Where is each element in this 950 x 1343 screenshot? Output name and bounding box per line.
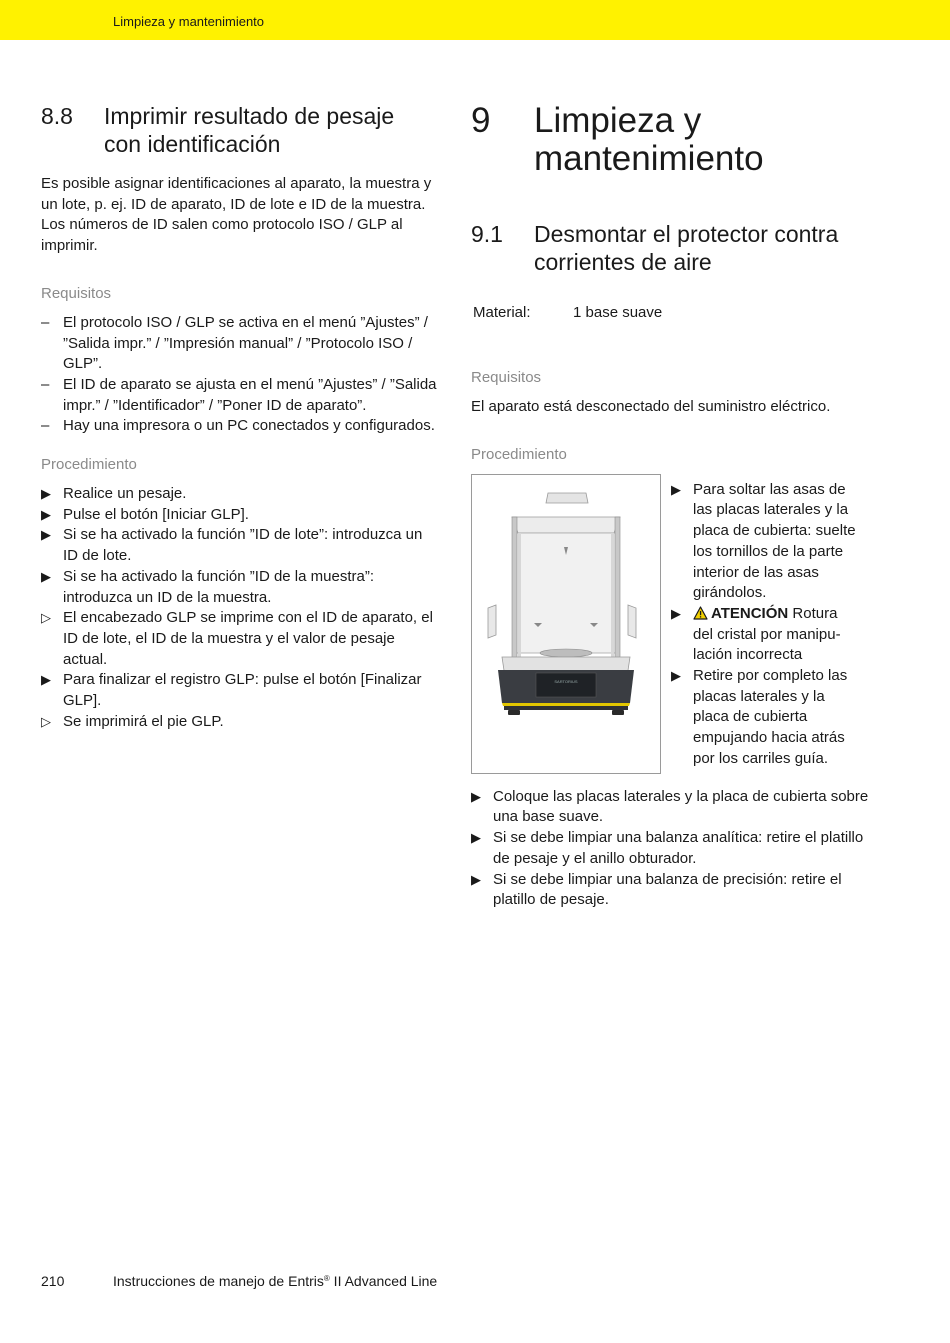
step-arrow-icon: ▶: [41, 506, 51, 522]
device-brand-label: SARTORIUS: [554, 678, 578, 684]
list-item: ▶ Si se ha activado la función ”ID de la muestra”: introduzca un ID de la muestra.: [41, 567, 441, 608]
step-arrow-icon: ▶: [671, 668, 681, 684]
dash-marker: –: [41, 375, 50, 393]
warning-text: Rotura del cristal por manipu-lación incorrecta: [693, 604, 841, 664]
procedure-list: [471, 787, 871, 911]
section-heading-9-1: [471, 220, 871, 276]
material-key: Material:: [473, 304, 531, 321]
running-header: [0, 0, 950, 40]
chapter-title: Limpieza y mantenimiento: [534, 101, 764, 178]
list-item: – El ID de aparato se ajusta en el menú ”Ajustes” / ”Salida impr.” / ”Identificador” / ”Poner ID de aparato”.: [41, 375, 441, 416]
step-arrow-icon: ▶: [41, 568, 51, 584]
material-value: 1 base suave: [573, 304, 663, 321]
step-arrow-icon: ▶: [41, 672, 51, 688]
list-item: ▶ Realice un pesaje.: [41, 484, 441, 505]
list-item: ▶ Pulse el botón [Iniciar GLP].: [41, 505, 441, 526]
page-number: 210: [41, 1273, 65, 1289]
section-number: 9.1: [471, 221, 503, 247]
result-arrow-icon: ▷: [41, 713, 51, 729]
section-title: Imprimir resultado de pesaje con identificación: [104, 103, 395, 157]
section-title: Desmontar el protector contra corrientes de aire: [534, 221, 839, 275]
balance-figure: [471, 474, 661, 774]
warning-word: ATENCIÓN: [711, 604, 789, 622]
material-row: [471, 303, 871, 323]
list-item: ▶ Para soltar las asas de las placas laterales y la placa de cubierta: suelte los tornillos de la parte interior de las asas girándolos.: [671, 480, 861, 604]
list-item: ▶ Si se ha activado la función ”ID de lote”: introduzca un ID de lote.: [41, 525, 441, 566]
requirements-list: [41, 313, 441, 437]
dash-marker: –: [41, 313, 50, 331]
step-arrow-icon: ▶: [471, 788, 481, 804]
list-item: ▶ Retire por completo las placas laterales y la placa de cubierta empujando hacia atrás por los carriles guía.: [671, 666, 861, 770]
figure-block: [471, 474, 871, 774]
warning-triangle-icon: [693, 606, 708, 620]
figure-steps-list: [671, 480, 861, 774]
section-number: 8.8: [41, 103, 73, 129]
list-item: ▷ Se imprimirá el pie GLP.: [41, 712, 441, 733]
section-heading-8-8: [41, 102, 441, 158]
footer-document-title: Instrucciones de manejo de Entris® II Advanced Line: [113, 1273, 438, 1289]
left-column: [41, 102, 441, 732]
step-arrow-icon: ▶: [41, 486, 51, 502]
list-item: – Hay una impresora o un PC conectados y configurados.: [41, 416, 441, 437]
procedure-list: [41, 484, 441, 732]
list-item: ▷ El encabezado GLP se imprime con el ID de aparato, el ID de lote, el ID de la muestra y el valor de pesaje actual.: [41, 608, 441, 670]
chapter-heading-9: [471, 102, 871, 178]
result-arrow-icon: ▷: [41, 610, 51, 626]
procedure-label: Procedimiento: [471, 445, 567, 463]
intro-paragraph: Es posible asignar identificaciones al aparato, la muestra y un lote, p. ej. ID de aparato, ID de lote e ID de la muestra. Los números de ID salen como protocolo ISO / GLP al imprimir.: [41, 175, 432, 255]
warning-item: [671, 604, 861, 666]
step-arrow-icon: ▶: [471, 830, 481, 846]
list-item: ▶ Coloque las placas laterales y la placa de cubierta sobre una base suave.: [471, 787, 871, 828]
step-arrow-icon: ▶: [471, 871, 481, 887]
requirements-label: Requisitos: [471, 369, 542, 386]
list-item: ▶ Si se debe limpiar una balanza analítica: retire el platillo de pesaje y el anillo obturador.: [471, 828, 871, 869]
analytical-balance-image: [472, 475, 660, 773]
chapter-number: 9: [471, 101, 491, 140]
requirements-text: El aparato está desconectado del suministro eléctrico.: [471, 398, 831, 415]
step-arrow-icon: ▶: [671, 605, 681, 621]
running-header-title: Limpieza y mantenimiento: [113, 14, 265, 29]
requirements-label: Requisitos: [41, 284, 112, 302]
step-arrow-icon: ▶: [671, 481, 681, 497]
dash-marker: –: [41, 417, 50, 435]
right-column: [471, 102, 871, 911]
list-item: – El protocolo ISO / GLP se activa en el menú ”Ajustes” / ”Salida impr.” / ”Impresión manual” / ”Protocolo ISO / GLP”.: [41, 313, 441, 375]
list-item: ▶ Si se debe limpiar una balanza de precisión: retire el platillo de pesaje.: [471, 870, 871, 911]
list-item: ▶ Para finalizar el registro GLP: pulse el botón [Finalizar GLP].: [41, 670, 441, 711]
step-arrow-icon: ▶: [41, 527, 51, 543]
procedure-label: Procedimiento: [41, 456, 137, 474]
